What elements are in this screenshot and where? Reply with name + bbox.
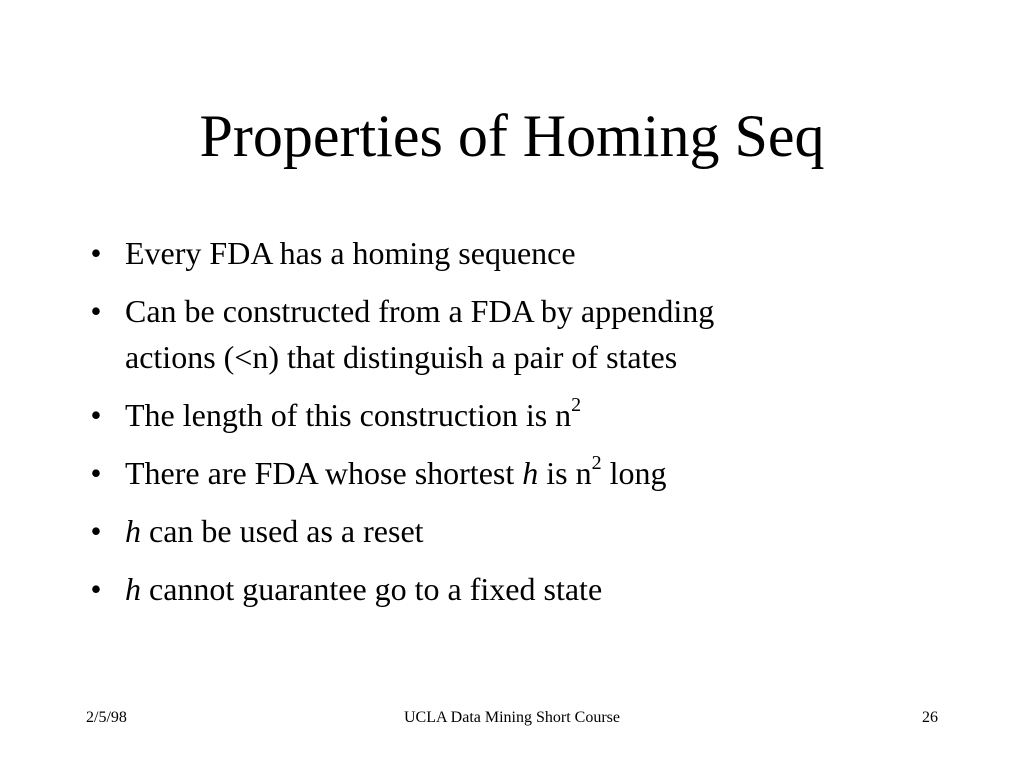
bullet-dot: • bbox=[90, 293, 102, 329]
italic-variable: h bbox=[125, 513, 141, 549]
bullet-dot: • bbox=[90, 397, 102, 433]
bullet-text: h can be used as a reset bbox=[125, 513, 424, 549]
footer-course-name: UCLA Data Mining Short Course bbox=[404, 709, 620, 726]
superscript: 2 bbox=[591, 452, 602, 475]
bullet-text: The length of this construction is $n^2$ bbox=[125, 394, 582, 433]
italic-variable: h bbox=[522, 455, 539, 491]
slide-title: Properties of Homing Seq bbox=[199, 103, 825, 169]
bullet-text: Can be constructed from a FDA by appending actions (<n) that distinguish a pair of states bbox=[125, 293, 715, 375]
footer-date: 2/5/98 bbox=[86, 709, 127, 726]
bullet-dot: • bbox=[90, 513, 102, 549]
bullet-text: There are FDA whose shortest h is $n^2$ long bbox=[125, 452, 667, 491]
bullet-dot: • bbox=[90, 571, 102, 607]
footer-page-number: 26 bbox=[922, 709, 938, 726]
bullet-dot: • bbox=[90, 235, 102, 271]
italic-variable: h bbox=[125, 571, 141, 607]
superscript: 2 bbox=[571, 394, 582, 417]
bullet-text: Every FDA has a homing sequence bbox=[125, 235, 576, 271]
bullet-text: h cannot guarantee go to a fixed state bbox=[125, 571, 603, 607]
bullet-dot: • bbox=[90, 455, 102, 491]
